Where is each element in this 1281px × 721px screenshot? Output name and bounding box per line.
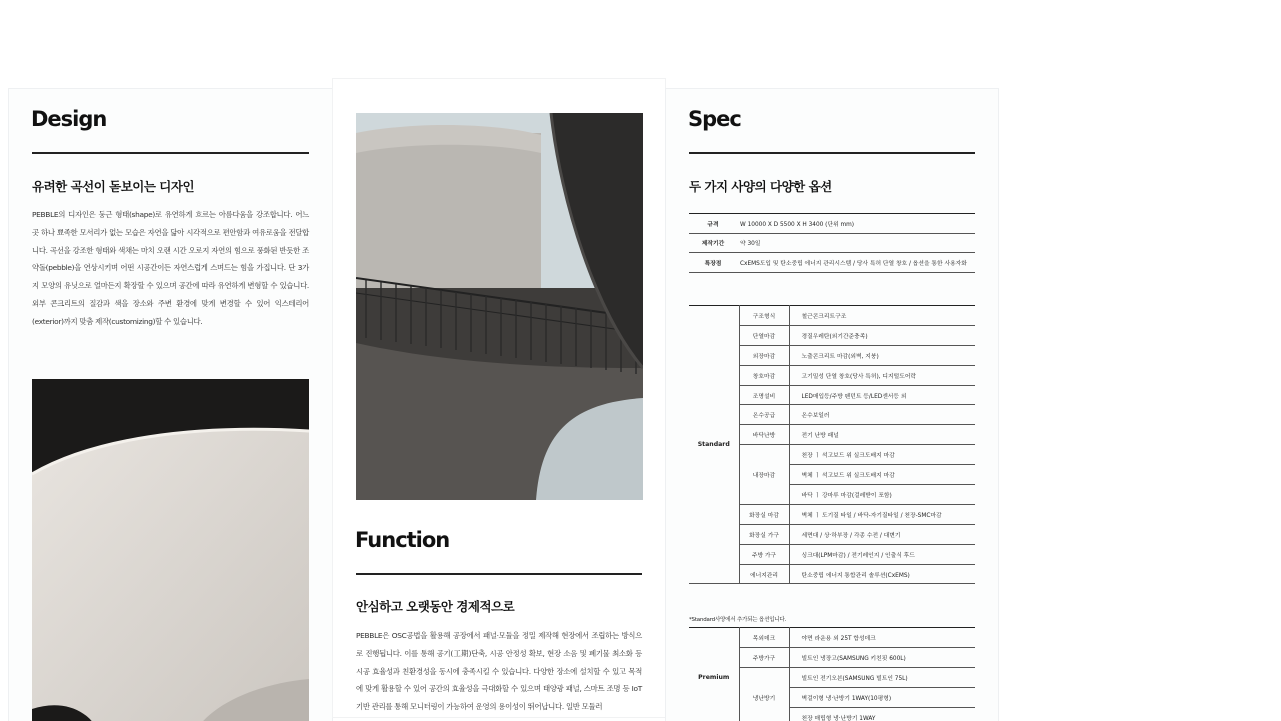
table-row — [689, 233, 975, 253]
spec-value: 고기밀성 단열 창호(당사 특허), 디지털도어락 — [789, 365, 975, 385]
spec-value: 전기 난방 패널 — [789, 425, 975, 445]
function-body: PEBBLE은 OSC공법을 활용해 공장에서 패널·모듈을 정밀 제작해 현장에서 조립하는 방식으로 진행됩니다. 이를 통해 공기(工期)단축, 시공 안정성 확보, 현장 소음 및 폐기물 최소화 등 시공 효율성과 친환경성을 동시에 충족시킬 수 있습니다. 다양한 장소에 설치할 수 있고 목적에 맞게 활용할 수 있어 공간의 효율성을 극대화할 수 있으며 태양광 패널, 스마트 조명 등 IoT 기반 관리를 통해 모니터링이 가능하여 운영의 용이성이 뛰어납니다. 일반 모듈러 — [356, 631, 642, 712]
spec-key: 주방가구 — [739, 647, 789, 667]
design-photo — [32, 379, 309, 721]
spec-key: 창호마감 — [739, 365, 789, 385]
spec-key: 외장마감 — [739, 345, 789, 365]
design-body: PEBBLE의 디자인은 둥근 형태(shape)로 유연하게 흐르는 아름다움을 강조합니다. 어느 곳 하나 뾰족한 모서리가 없는 모습은 자연을 닮아 시각적으로 편안함과 여유로움을 전달합니다. 곡선을 강조한 형태와 색채는 마치 오랜 시간 오로지 자연의 힘으로 풍화된 반듯한 조약돌(pebble)을 연상시키며 어떤 시공간이든 자연스럽게 스며드는 힘을 가집니다. 단 3가지 모양의 유닛으로 얼마든지 확장할 수 있으며 공간에 따라 유연하게 변형할 수 있습니다. 외부 콘크리트의 질감과 색을 장소와 주변 환경에 맞게 변경할 수 있어 익스테리어(exterior)까지 맞춤 제작(customizing)할 수 있습니다. — [32, 210, 309, 326]
spec-value: W 10000 X D 5500 X H 3400 (단위 mm) — [737, 214, 975, 234]
spec-value: 온수보일러 — [789, 405, 975, 425]
spec-key: 주방 가구 — [739, 544, 789, 564]
spec-value: 빌트인 냉장고(SAMSUNG 키친핏 600L) — [789, 647, 975, 667]
spec-key: 특장점 — [689, 253, 737, 273]
spec-value: 탄소중립 에너지 통합관리 솔루션(CxEMS) — [789, 564, 975, 584]
standard-group-label: Standard — [689, 306, 739, 584]
design-subtitle: 유려한 곡선이 돋보이는 디자인 — [32, 179, 195, 194]
design-panel — [8, 88, 333, 721]
table-row — [689, 214, 975, 234]
spec-panel — [665, 88, 999, 721]
function-title: Function — [355, 528, 450, 552]
spec-value: 바닥 ㅣ 강마루 마감(걸레받이 포함) — [789, 485, 975, 505]
spec-value: 천장 매립형 냉·난방기 1WAY — [789, 707, 975, 721]
spec-key: 목외데크 — [739, 628, 789, 648]
function-panel — [332, 78, 666, 718]
spec-value: 노출콘크리트 마감(외벽, 지붕) — [789, 345, 975, 365]
table-row — [689, 253, 975, 273]
spec-value: 싱크대(LPM마감) / 전기레인지 / 인출식 후드 — [789, 544, 975, 564]
spec-key: 조명설비 — [739, 385, 789, 405]
premium-note: *Standard사양에서 추가되는 옵션입니다. — [689, 617, 787, 623]
spec-key: 바닥난방 — [739, 425, 789, 445]
premium-group-label: Premium — [689, 628, 739, 721]
spec-key: 에너지관리 — [739, 564, 789, 584]
spec-standard-table — [689, 305, 975, 584]
spec-key: 구조형식 — [739, 306, 789, 326]
spec-title: Spec — [688, 107, 741, 131]
function-subtitle: 안심하고 오랫동안 경제적으로 — [356, 599, 515, 614]
spec-basic-table — [689, 213, 975, 273]
spec-value: 철근콘크리트구조 — [789, 306, 975, 326]
function-title-rule — [356, 573, 642, 575]
spec-value: 경질우레탄(외기간준충족) — [789, 325, 975, 345]
spec-key: 화장실 마감 — [739, 504, 789, 524]
spec-key: 규격 — [689, 214, 737, 234]
spec-value: 천장 ㅣ 석고보드 위 실크도배지 마감 — [789, 445, 975, 465]
function-photo — [356, 113, 643, 500]
spec-key: 내장마감 — [739, 445, 789, 505]
spec-value: 야면 라운용 외 25T 합성데크 — [789, 628, 975, 648]
spec-key: 화장실 가구 — [739, 524, 789, 544]
spec-value: 세면대 / 상·하부장 / 각종 수전 / 대변기 — [789, 524, 975, 544]
spec-subtitle: 두 가지 사양의 다양한 옵션 — [689, 179, 832, 194]
spec-value: 빌트인 전기오븐(SAMSUNG 빌트인 75L) — [789, 667, 975, 687]
spec-value: LED매입등/주방 펜던트 등/LED센서등 외 — [789, 385, 975, 405]
table-row — [689, 628, 975, 648]
spec-key: 단열마감 — [739, 325, 789, 345]
spec-value: 벽체 ㅣ 도기질 타일 / 바닥-자기질타일 / 천장-SMC마감 — [789, 504, 975, 524]
spec-key: 제작기간 — [689, 233, 737, 253]
spec-title-rule — [689, 152, 975, 154]
spec-key: 온수공급 — [739, 405, 789, 425]
design-title: Design — [31, 107, 107, 131]
table-row — [689, 306, 975, 326]
spec-premium-table — [689, 627, 975, 721]
spec-value: 약 30일 — [737, 233, 975, 253]
spec-value: CxEMS도입 및 탄소중립 에너지 관리시스템 / 당사 특허 단열 창호 / 옵션을 통한 사용자화 — [737, 253, 975, 273]
design-title-rule — [32, 152, 309, 154]
spec-key: 냉난방기 — [739, 667, 789, 721]
spec-value: 벽걸이형 냉·난방기 1WAY(10평형) — [789, 687, 975, 707]
spec-value: 벽체 ㅣ 석고보드 위 실크도배지 마감 — [789, 465, 975, 485]
